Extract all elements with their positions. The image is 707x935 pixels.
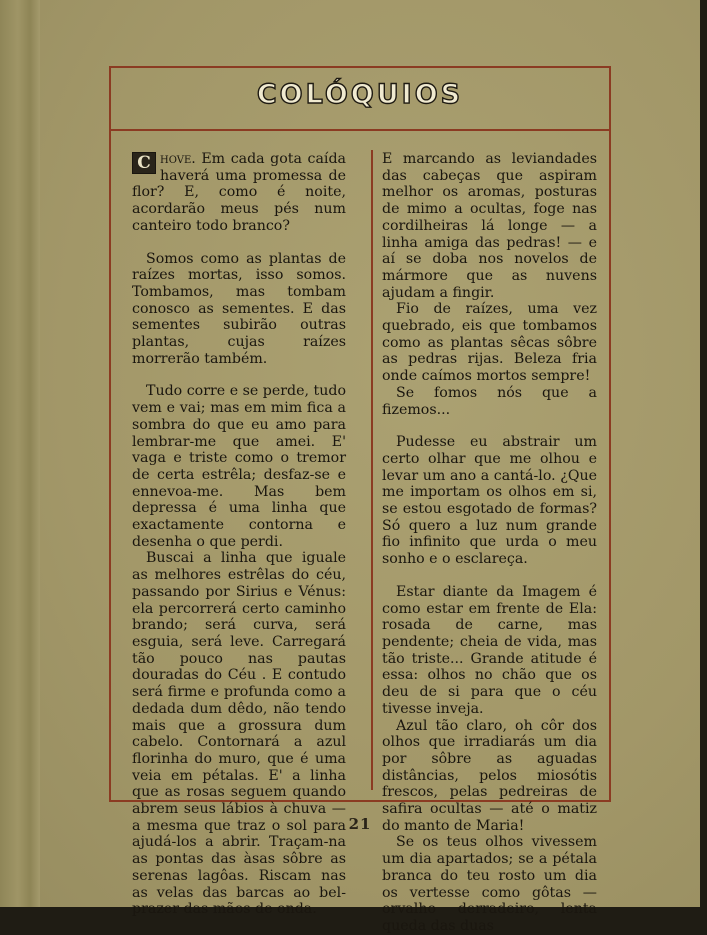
paragraph: Se fomos nós que a fizemos... [382,384,597,418]
title-divider [109,129,611,131]
book-gutter [0,0,40,907]
opening-word: hove. [160,151,196,167]
paragraph: Pudesse eu abstrair um certo olhar que me olhou e levar um ano a cantá-lo. ¿Que me importam os olhos em si, se estou esgotado de formas? Só quero a luz num grande fio infinito que urda o meu sonho e o esclareça. [382,434,597,568]
paragraph: Fio de raízes, uma vez quebrado, eis que tombamos como as plantas sêcas sôbre as pedras rijas. Beleza fria onde caímos mortos sempre! [382,301,597,385]
column-divider [371,150,373,790]
paragraph: Azul tão claro, oh côr dos olhos que irradiarás um dia por sôbre as aguadas distâncias, pelos miosótis frescos, pelas pedreiras de safira ocultas — até o matiz do manto de Maria! [382,717,597,834]
paragraph: Tudo corre e se perde, tudo vem e vai; mas em mim fica a sombra do que eu amo para lembrar-me que amei. E' vaga e triste como o tremor de certa estrêla; desfaz-se e ennevoa-me. Mas bem depressa é uma linha que exactamente contorna e desenha o que perdi. [132,383,347,550]
page-title: COLÓQUIOS [256,79,464,110]
paragraph: Se os teus olhos vivessem um dia apartados; se a pétala branca do teu rosto um dia os vertesse como gôtas — orvalho derradeiro, lenta queda das duas [382,834,597,934]
paragraph [132,151,346,235]
page-number: 21 [348,815,372,833]
paragraph-text: Em cada gota caída haverá uma promessa de flor? E, como é noite, acordarão meus pés num canteiro todo branco? [132,151,346,234]
paragraph: Buscai a linha que iguale as melhores estrêlas do céu, passando por Sirius e Vénus: ela percorrerá certo caminho brando; será curva, será esguia, será leve. Carregará tão pouco nas pautas douradas do Céu . E contudo será firme e profunda como a dedada dum dêdo, não tendo mais que a grossura dum cabelo. Contornará a azul florinha do muro, que é uma veia em pétalas. E' a linha que as rosas seguem quando abrem seus lábios à chuva — a mesma que traz o sol para ajudá-los a abrir. Traçam-na as pontas das àsas sôbre as serenas lagôas. Riscam nas as velas das barcas ao bel-prazer das mãos de onda. [132,550,346,918]
paragraph: E marcando as leviandades das cabeças que aspiram melhor os aromas, posturas de mimo a ocultas, foge nas cordilheiras lá longe — a linha amiga das pedras! — e aí se doba nos novelos de mármore que as nuvens ajudam a fingir. [382,151,597,301]
left-column [132,151,346,918]
paragraph: Estar diante da Imagem é como estar em frente de Ela: rosada de carne, mas pendente; cheia de vida, mas tão triste... Grande atitude é essa: olhos no chão que os deu de si para que o céu tivesse inveja. [382,583,597,717]
paragraph: Somos como as plantas de raízes mortas, isso somos. Tombamos, mas tombam conosco as sementes. E das sementes subirão outras plantas, cujas raízes morrerão também. [132,250,346,367]
dropcap: C [132,152,156,174]
